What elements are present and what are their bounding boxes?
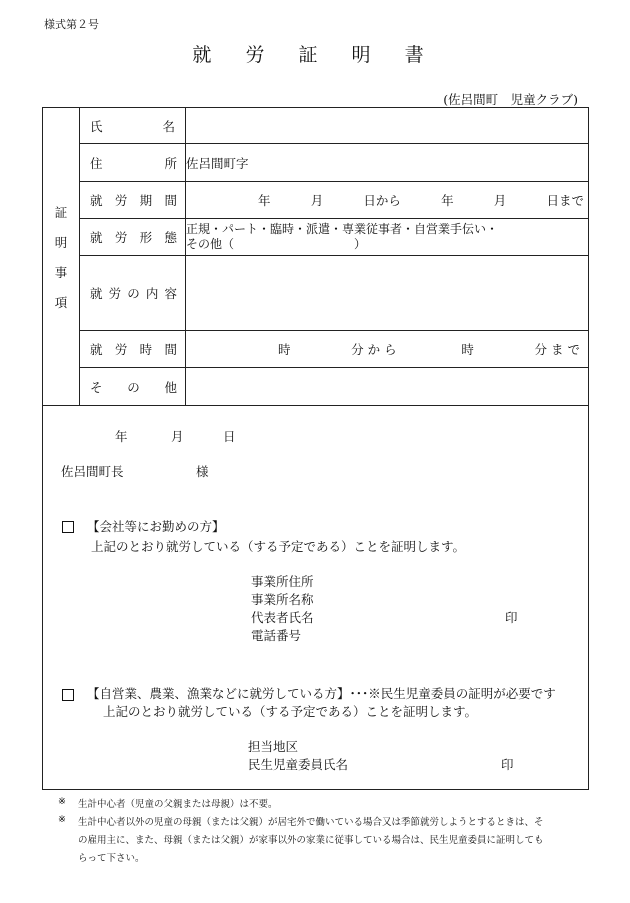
- note2-line1: 生計中心者以外の児童の母親（または父親）が居宅外で働いている場合又は季節就労しようとするときは、そ: [78, 817, 544, 828]
- work-hours-field[interactable]: 時 分から 時 分まで: [186, 331, 589, 368]
- form-number: 様式第２号: [44, 18, 99, 31]
- note2-line3: らって下さい。: [78, 853, 145, 864]
- date-day: 日: [223, 429, 236, 444]
- certification-box: [42, 405, 589, 790]
- employment-type-field[interactable]: 正規・パート・臨時・派遣・専業従事者・自営業手伝い・ その他（ ）: [186, 219, 589, 256]
- certification-table: [42, 107, 589, 406]
- side-label: 証 明 事 項: [43, 108, 80, 406]
- address-field[interactable]: 佐呂間町字: [186, 144, 589, 182]
- other-field[interactable]: [186, 368, 589, 406]
- company-checkbox[interactable]: [62, 518, 74, 533]
- note2-line2: の雇用主に、また、母親（または父親）が家事以外の家業に従事している場合は、民生児童委員に証明しても: [78, 835, 544, 846]
- club-name: (佐呂間町 児童クラブ): [443, 92, 578, 107]
- note2-mark: ※: [58, 814, 66, 825]
- self-employed-heading: 【自営業、農業、漁業などに就労している方】･･･※民生児童委員の証明が必要です: [87, 686, 556, 701]
- employment-type-label: 就 労 形 態: [80, 219, 186, 256]
- company-address-label: 事業所住所: [251, 574, 314, 589]
- representative-label: 代表者氏名: [251, 610, 314, 625]
- date-year: 年: [115, 429, 128, 444]
- self-employed-checkbox[interactable]: [62, 686, 74, 701]
- work-hours-label: 就 労 時 間: [80, 331, 186, 368]
- name-field[interactable]: [186, 108, 589, 144]
- company-seal: 印: [505, 610, 518, 625]
- addressee-honorific: 様: [196, 464, 209, 479]
- district-label: 担当地区: [248, 739, 299, 754]
- name-label: 氏 名: [80, 108, 186, 144]
- date-month: 月: [171, 429, 184, 444]
- address-label: 住 所: [80, 144, 186, 182]
- work-content-label: 就 労 の 内 容: [80, 256, 186, 331]
- phone-label: 電話番号: [251, 628, 302, 643]
- commissioner-seal: 印: [501, 757, 514, 772]
- welfare-commissioner-label: 民生児童委員氏名: [248, 757, 349, 772]
- note1-mark: ※: [58, 796, 66, 807]
- work-content-field[interactable]: [186, 256, 589, 331]
- other-label: そ の 他: [80, 368, 186, 406]
- company-statement: 上記のとおり就労している（する予定である）ことを証明します。: [91, 539, 466, 554]
- period-field[interactable]: 年 月 日から 年 月 日まで: [186, 182, 589, 219]
- page-title: 就 労 証 明 書: [192, 44, 438, 66]
- self-employed-statement: 上記のとおり就労している（する予定である）ことを証明します。: [103, 704, 478, 719]
- company-name-label: 事業所名称: [251, 592, 314, 607]
- addressee: 佐呂間町長: [61, 464, 124, 479]
- period-label: 就 労 期 間: [80, 182, 186, 219]
- company-heading: 【会社等にお勤めの方】: [87, 519, 225, 534]
- note1: 生計中心者（児童の父親または母親）は不要。: [78, 799, 278, 810]
